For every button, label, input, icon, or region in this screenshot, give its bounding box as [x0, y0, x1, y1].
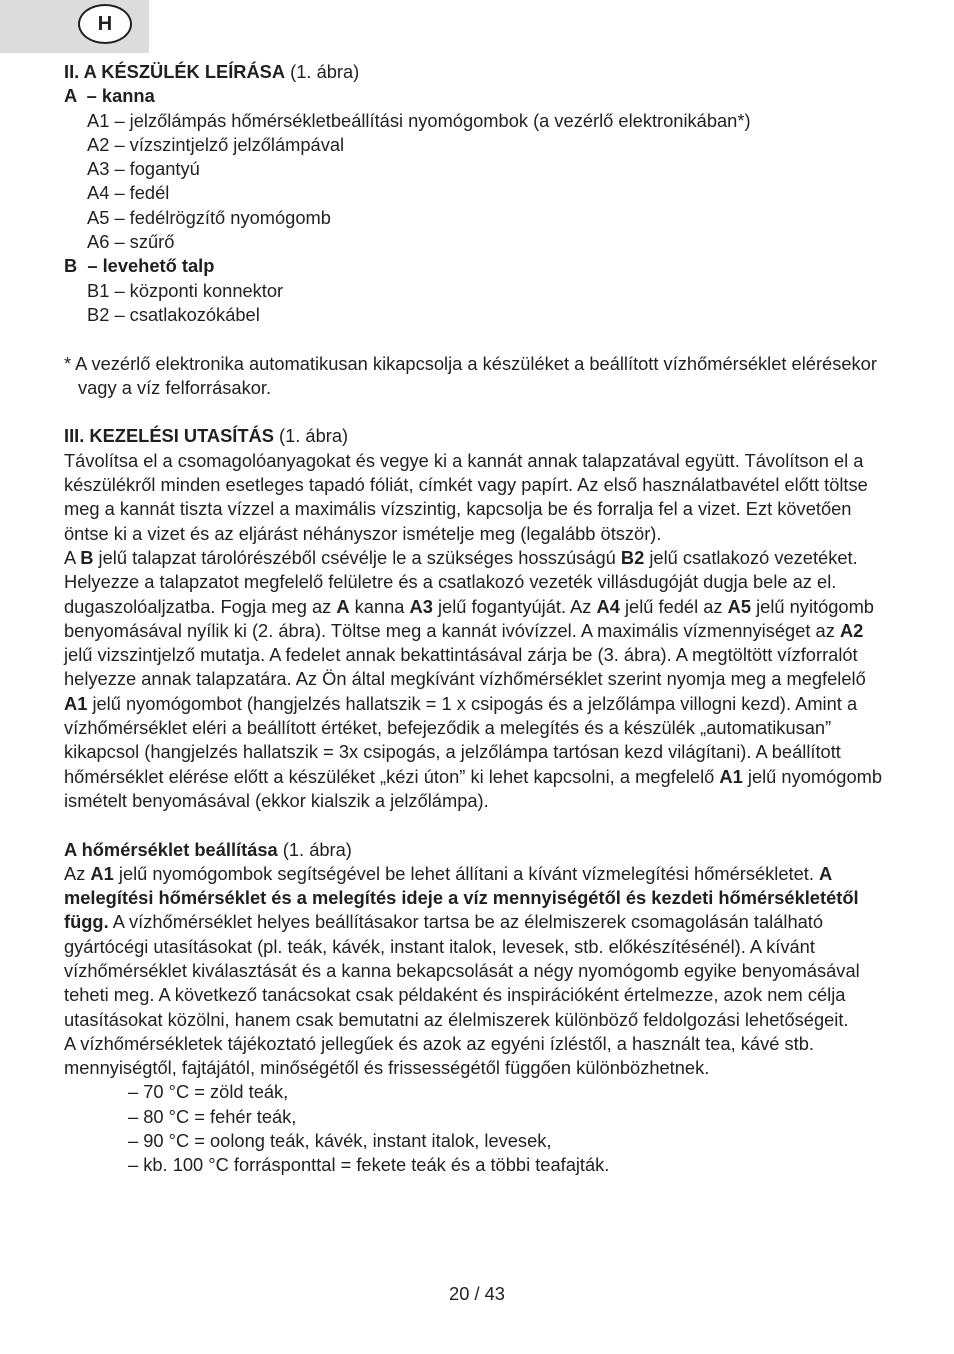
section2-title: II. A KÉSZÜLÉK LEÍRÁSA — [64, 61, 286, 82]
list-item: A1 – jelzőlámpás hőmérsékletbeállítási nyomógombok (a vezérlő elektronikában*) — [87, 109, 751, 131]
section3-heading — [64, 424, 894, 448]
footnote: * A vezérlő elektronika automatikusan kikapcsolja a készüléket a beállított vízhőmérséklet elérésekor vagy a víz felforrásakor. — [64, 352, 877, 398]
language-tab — [0, 0, 149, 53]
section2-ref: (1. ábra) — [285, 61, 360, 82]
group-a-heading: A – kanna — [64, 85, 155, 107]
list-item: B1 – központi konnektor — [87, 279, 284, 301]
list-item: A2 – vízszintjelző jelzőlámpával — [87, 133, 345, 155]
section3-title: III. KEZELÉSI UTASÍTÁS — [64, 425, 274, 447]
temp-title: A hőmérséklet beállítása — [64, 838, 278, 860]
list-item: – kb. 100 °C forrásponttal = fekete teák és a többi teafajták. — [128, 1154, 610, 1176]
paragraph: Távolítsa el a csomagolóanyagokat és vegye ki a kannát annak talapzatával együtt. Távolítson el a készülékről minden esetleges tapadó fóliát, címkét vagy papírt. Az első használatbavétel előtt töltse meg a kannát tiszta vízzel a maximális vízszintig, kapcsolja be és forralja fel a vizet. Ezt követően öntse ki a vizet és az eljárást néhányszor ismételje meg (legalább ötször). — [64, 449, 868, 544]
paragraph: Az A1 jelű nyomógombok segítségével be lehet állítani a kívánt vízmelegítési hőmérsékletet. A melegítési hőmérséklet és a melegítés ideje a víz mennyiségétől és kezdeti hőmérsékletétől függ. A vízhőmérséklet helyes beállításakor tartsa be az élelmiszerek csomagolásán található gyártócégi utasításokat (pl. teák, kávék, instant italok, levesek, stb. előkészítésénél). A kívánt vízhőmérséklet kiválasztását és a kanna bekapcsolását a négy nyomógomb egyike benyomásával teheti meg. A következő tanácsokat csak példaként és inspirációként értelmezze, azok nem célja utasításokat közölni, hanem csak bemutatni az élelmiszerek különböző feldolgozási lehetőségeit. — [64, 862, 860, 1030]
temp-ref: (1. ábra) — [277, 838, 352, 860]
temp-heading — [64, 838, 894, 862]
section3-ref: (1. ábra) — [273, 425, 349, 447]
list-item: A5 – fedélrögzítő nyomógomb — [87, 206, 331, 228]
list-item: B2 – csatlakozókábel — [87, 303, 260, 325]
section2-heading — [64, 60, 894, 84]
list-item: A3 – fogantyú — [87, 158, 200, 180]
paragraph: A B jelű talapzat tárolórészéből csévélje le a szükséges hosszúságú B2 jelű csatlakozó vezetéket. Helyezze a talapzatot megfelelő felületre és a csatlakozó vezeték villásdugóját dugja bele az el. dugaszolóaljzatba. Fogja meg az A kanna A3 jelű fogantyúját. Az A4 jelű fedél az A5 jelű nyitógomb benyomásával nyílik ki (2. ábra). Töltse meg a kannát ivóvízzel. A maximális vízmennyiséget az A2 jelű vizszintjelző mutatja. A fedelet annak bekattintásával zárja be (3. ábra). A megtöltött vízforralót helyezze annak talapzatára. Az Ön által megkívánt vízhőmérséklet szerint nyomja meg a megfelelő A1 jelű nyomógombot (hangjelzés hallatszik = 1 x csipogás és a jelzőlámpa villogni kezd). Amint a vízhőmérséklet eléri a beállított értéket, befejeződik a melegítés és a készülék „automatikusan” kikapcsol (hangjelzés hallatszik = 3x csipogás, a jelzőlámpa tartósan kezd világítani). A beállított hőmérséklet elérése előtt a készüléket „kézi úton” ki lehet kapcsolni, a megfelelő A1 jelű nyomógomb ismételt benyomásával (ekkor kialszik a jelzőlámpa). — [64, 546, 883, 811]
language-badge: H — [78, 4, 132, 44]
list-item: – 80 °C = fehér teák, — [128, 1105, 297, 1127]
list-item: A6 – szűrő — [87, 231, 175, 253]
manual-content — [64, 60, 894, 1178]
group-b-heading: B – levehető talp — [64, 255, 215, 277]
list-item: A4 – fedél — [87, 182, 170, 204]
list-item: – 70 °C = zöld teák, — [128, 1081, 289, 1103]
paragraph: A vízhőmérsékletek tájékoztató jellegűek és azok az egyéni ízléstől, a használt tea, kávé stb. mennyiségtől, fajtájától, minőségétől és frissességétől függően különbözhetnek. — [64, 1032, 814, 1079]
page-number: 20 / 43 — [449, 1283, 505, 1304]
list-item: – 90 °C = oolong teák, kávék, instant italok, levesek, — [128, 1130, 552, 1152]
